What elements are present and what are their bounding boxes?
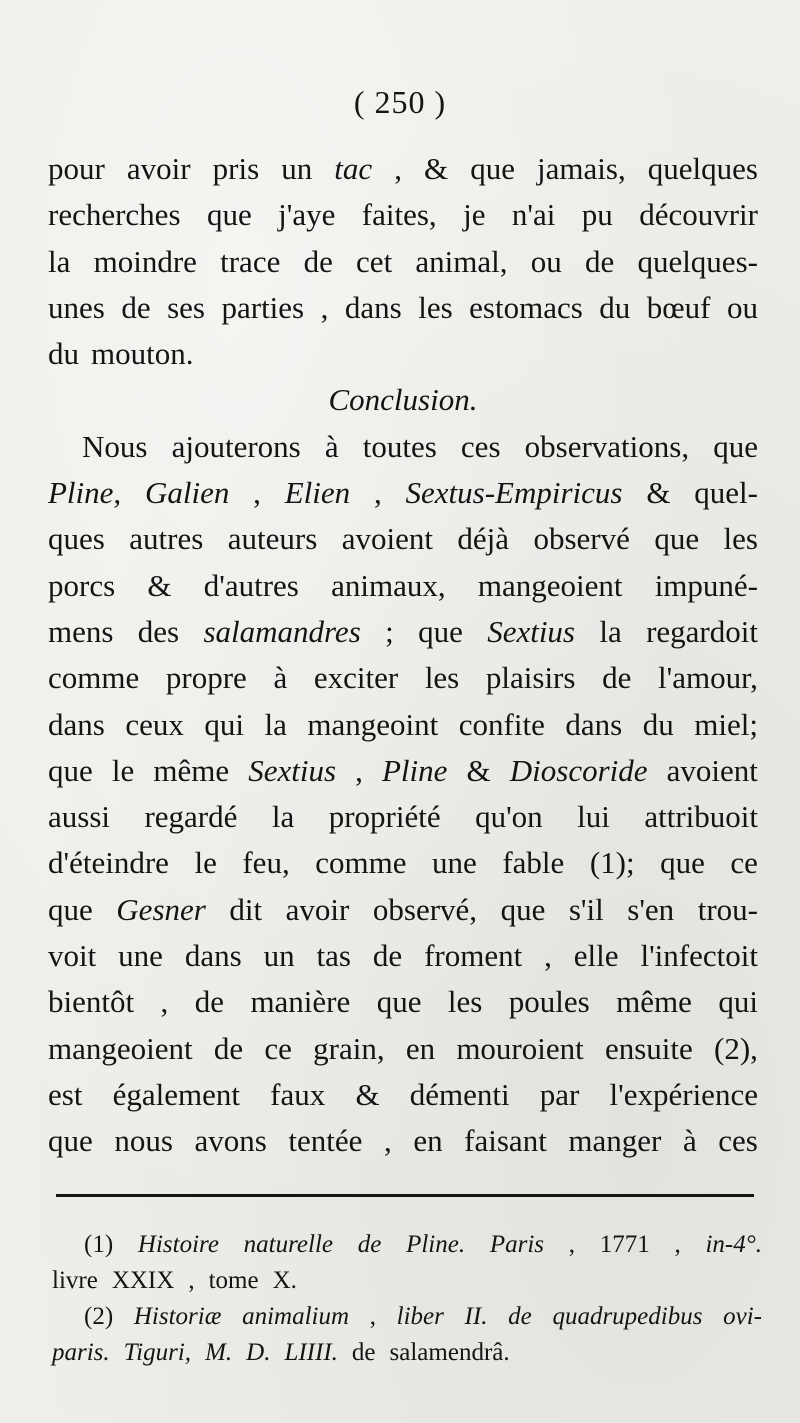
word: fable	[502, 845, 565, 881]
word: autres	[129, 521, 204, 557]
word: Sextius	[487, 613, 575, 649]
word: comme	[48, 660, 140, 696]
footnote-word: liber	[396, 1303, 444, 1330]
word: moindre	[93, 243, 197, 279]
word: que	[418, 613, 463, 649]
word: avoient	[341, 521, 433, 557]
heading-text: Conclusion.	[328, 382, 478, 418]
text-line	[48, 146, 758, 192]
footnote-word: quadrupedibus	[552, 1303, 703, 1330]
word: &	[424, 151, 449, 186]
text-line	[48, 1026, 758, 1072]
footnote-word: (1)	[84, 1231, 114, 1258]
word: pu	[581, 197, 613, 233]
page-number: ( 250 )	[353, 84, 447, 120]
word: avoir	[126, 151, 191, 186]
footnote-word: X.	[272, 1267, 297, 1294]
text-line	[48, 285, 758, 331]
word: regardé	[144, 799, 238, 835]
word: mens	[48, 613, 114, 649]
text-line	[48, 470, 758, 516]
word: découvrir	[639, 197, 758, 233]
word: Gesner	[116, 891, 206, 927]
word: miel;	[694, 706, 758, 742]
word: plaisirs	[485, 660, 576, 696]
word: que	[48, 1123, 93, 1159]
word: aussi	[48, 799, 110, 835]
word: observé,	[372, 891, 478, 927]
word: quelques-	[637, 243, 758, 279]
word: s'il	[568, 891, 604, 927]
word: animal,	[415, 243, 508, 279]
footnote-word: Pline.	[406, 1231, 466, 1258]
word: manger	[568, 1123, 662, 1159]
word: voit	[48, 938, 97, 974]
word: bientôt	[48, 984, 135, 1020]
word: ceux	[125, 706, 184, 742]
text-line	[48, 424, 758, 470]
word: la	[264, 706, 287, 742]
text-line	[48, 192, 758, 238]
word: que	[376, 984, 422, 1020]
word: les	[418, 289, 453, 325]
word: trou-	[697, 891, 758, 927]
word: la	[599, 613, 622, 649]
word: une	[118, 938, 163, 974]
word: avons	[194, 1123, 267, 1159]
word: propriété	[328, 799, 441, 835]
word: ,	[544, 938, 552, 974]
word: nous	[114, 1123, 173, 1159]
word: feu,	[242, 845, 290, 881]
footnote-word: II.	[464, 1303, 488, 1330]
word: également	[112, 1076, 240, 1112]
word: salamandres	[203, 613, 361, 649]
word: en	[413, 1123, 443, 1159]
word: ,	[373, 475, 382, 511]
word: que	[500, 891, 546, 927]
word: que	[48, 752, 93, 788]
word: à	[324, 428, 339, 464]
word: grain,	[313, 1030, 385, 1066]
word: dit	[229, 891, 263, 927]
text-line	[48, 563, 758, 609]
text-line	[48, 1072, 758, 1118]
word: dans	[184, 938, 242, 974]
word: du	[48, 336, 79, 372]
word: que	[206, 197, 252, 233]
word: Dioscoride	[509, 752, 648, 788]
footnote-word: ,	[188, 1267, 195, 1294]
word: Pline	[382, 752, 448, 788]
footnote-word: Historiæ	[133, 1303, 222, 1330]
text-line	[48, 1118, 758, 1164]
word: Sextus-Empiricus	[405, 475, 623, 511]
word: du	[599, 289, 631, 325]
word: Elien	[284, 475, 351, 511]
text-line	[48, 933, 758, 979]
word: unes	[48, 289, 105, 325]
word: animaux,	[331, 567, 446, 603]
footnote-word: animalium	[242, 1303, 350, 1330]
word: Sextius	[248, 752, 337, 788]
word: qui	[204, 706, 245, 742]
word: ,	[160, 984, 169, 1020]
word: dans	[565, 706, 623, 742]
text-line	[48, 516, 758, 562]
text-line	[48, 979, 758, 1025]
footnote-line	[52, 1263, 762, 1299]
word: la	[271, 799, 295, 835]
word: ce	[730, 845, 758, 881]
word: impuné-	[654, 567, 758, 603]
word: propre	[165, 660, 247, 696]
word: qui	[718, 984, 758, 1020]
word: de	[121, 289, 151, 325]
word: elle	[573, 938, 619, 974]
word: mouroient	[456, 1030, 584, 1066]
word: mangeoint	[307, 706, 439, 742]
word: de	[584, 243, 615, 279]
word: mangeoient	[477, 567, 623, 603]
word: quel-	[694, 475, 758, 511]
word: tentée	[288, 1123, 363, 1159]
word: s'en	[627, 891, 675, 927]
word: bœuf	[646, 289, 711, 325]
word: ses	[167, 289, 205, 325]
footnote-word: salamendrâ.	[389, 1339, 510, 1366]
word: Galien	[144, 475, 230, 511]
footnote-word: tome	[208, 1267, 259, 1294]
word: mangeoient	[48, 1030, 193, 1066]
footnote-word: M.	[205, 1339, 233, 1366]
footnote-word: ,	[674, 1231, 681, 1258]
word: que	[660, 845, 705, 881]
footnote-word: D.	[246, 1339, 271, 1366]
footnote-word: de	[508, 1303, 532, 1330]
word: exciter	[313, 660, 399, 696]
word: que	[48, 891, 93, 927]
word: (1);	[589, 845, 635, 881]
word: l'expérience	[609, 1076, 758, 1112]
word: d'autres	[203, 567, 299, 603]
word: les	[723, 521, 758, 557]
word: les	[424, 660, 460, 696]
word: un	[263, 938, 295, 974]
text-line	[48, 840, 758, 886]
word: d'éteindre	[48, 845, 169, 881]
word: ,	[320, 289, 329, 325]
word: de	[303, 243, 333, 279]
text-line	[48, 702, 758, 748]
text-line	[48, 887, 758, 933]
word: attribuoit	[644, 799, 758, 835]
footnotes	[52, 1227, 762, 1371]
word: ,	[394, 151, 402, 186]
word: (2),	[714, 1030, 758, 1066]
word: Pline,	[48, 475, 122, 511]
footnote-word: paris.	[52, 1339, 110, 1366]
footnote-word: (2)	[84, 1303, 114, 1330]
word: tac	[334, 151, 373, 186]
footnote-word: Paris	[489, 1231, 545, 1258]
word: j'aye	[278, 197, 336, 233]
word: avoir	[285, 891, 350, 927]
word: ,	[253, 475, 261, 511]
footnote-word: Histoire	[137, 1231, 219, 1258]
word: de	[213, 1030, 244, 1066]
word: ou	[530, 243, 562, 279]
word: même	[153, 752, 230, 788]
word: comme	[315, 845, 407, 881]
footnote-word: ,	[369, 1303, 376, 1330]
footnote-word: XXIX	[111, 1267, 175, 1294]
word: pour	[48, 151, 105, 186]
footnote-word: ,	[568, 1231, 575, 1258]
word: toutes	[362, 428, 437, 464]
footnote-word: in-4°.	[705, 1231, 762, 1258]
text-line	[48, 331, 758, 377]
word: recherches	[48, 197, 181, 233]
word: que	[470, 151, 515, 186]
word: jamais,	[537, 151, 626, 186]
footnote-word: de	[351, 1339, 376, 1366]
word: trace	[220, 243, 281, 279]
word: la	[48, 243, 71, 279]
word: Nous	[82, 428, 148, 464]
word: observé	[533, 521, 630, 557]
word: ajouterons	[171, 428, 301, 464]
body-text	[48, 146, 758, 1165]
word: ces	[718, 1123, 758, 1159]
word: est	[48, 1076, 83, 1112]
word: manière	[250, 984, 351, 1020]
word: &	[646, 475, 671, 511]
word: ensuite	[604, 1030, 693, 1066]
word: ;	[385, 613, 394, 649]
word: de	[372, 938, 403, 974]
footnote-line	[52, 1335, 762, 1371]
word: une	[432, 845, 477, 881]
word: auteurs	[227, 521, 318, 557]
text-line	[48, 609, 758, 655]
footnote-word: naturelle	[243, 1231, 333, 1258]
word: de	[602, 660, 632, 696]
footnote-word: LIIII.	[284, 1339, 338, 1366]
footnote-word: livre	[52, 1267, 98, 1294]
word: l'amour,	[658, 660, 758, 696]
word: à	[682, 1123, 697, 1159]
word: &	[147, 567, 172, 603]
word: en	[405, 1030, 436, 1066]
word: faux	[270, 1076, 326, 1112]
word: même	[616, 984, 692, 1020]
word: par	[539, 1076, 580, 1112]
word: lui	[577, 799, 610, 835]
word: ou	[727, 289, 758, 325]
word: estomacs	[469, 289, 583, 325]
word: l'infectoit	[640, 938, 758, 974]
word: parties	[221, 289, 305, 325]
word: n'ai	[511, 197, 556, 233]
word: qu'on	[475, 799, 543, 835]
footnote-word: 1771	[599, 1231, 650, 1258]
footnote-line	[52, 1227, 762, 1263]
word: que	[654, 521, 700, 557]
word: ce	[264, 1030, 292, 1066]
word: faisant	[464, 1123, 547, 1159]
word: poules	[508, 984, 590, 1020]
word: je	[463, 197, 486, 233]
footnote-rule	[56, 1194, 754, 1197]
word: regardoit	[646, 613, 758, 649]
word: quelques	[647, 151, 758, 186]
word: faites,	[361, 197, 437, 233]
word: &	[355, 1076, 380, 1112]
word: tas	[316, 938, 351, 974]
word: un	[281, 151, 313, 186]
word: cet	[356, 243, 393, 279]
word: confite	[458, 706, 545, 742]
word: de	[194, 984, 224, 1020]
text-line	[48, 748, 758, 794]
section-heading	[48, 377, 758, 423]
footnote-word: Tiguri,	[123, 1339, 192, 1366]
word: porcs	[48, 567, 116, 603]
word: pris	[212, 151, 260, 186]
word: dans	[48, 706, 105, 742]
footnote-word: de	[357, 1231, 382, 1258]
footnote-line	[52, 1299, 762, 1335]
word: ,	[384, 1123, 392, 1159]
word: froment	[424, 938, 523, 974]
word: ces	[460, 428, 501, 464]
footnote-word: ovi-	[723, 1303, 762, 1330]
word: ,	[355, 752, 363, 788]
text-line	[48, 794, 758, 840]
word: dans	[344, 289, 402, 325]
word: observations,	[524, 428, 690, 464]
word: à	[273, 660, 288, 696]
word: &	[466, 752, 491, 788]
word: mouton.	[91, 336, 194, 372]
word: du	[642, 706, 674, 742]
text-line	[48, 239, 758, 285]
word: avoient	[666, 752, 758, 788]
word: le	[194, 845, 217, 881]
text-line	[48, 655, 758, 701]
word: ques	[48, 521, 105, 557]
word: des	[137, 613, 180, 649]
word: déjà	[457, 521, 510, 557]
word: les	[447, 984, 483, 1020]
word: démenti	[409, 1076, 510, 1112]
word: que	[713, 428, 758, 464]
word: le	[111, 752, 135, 788]
